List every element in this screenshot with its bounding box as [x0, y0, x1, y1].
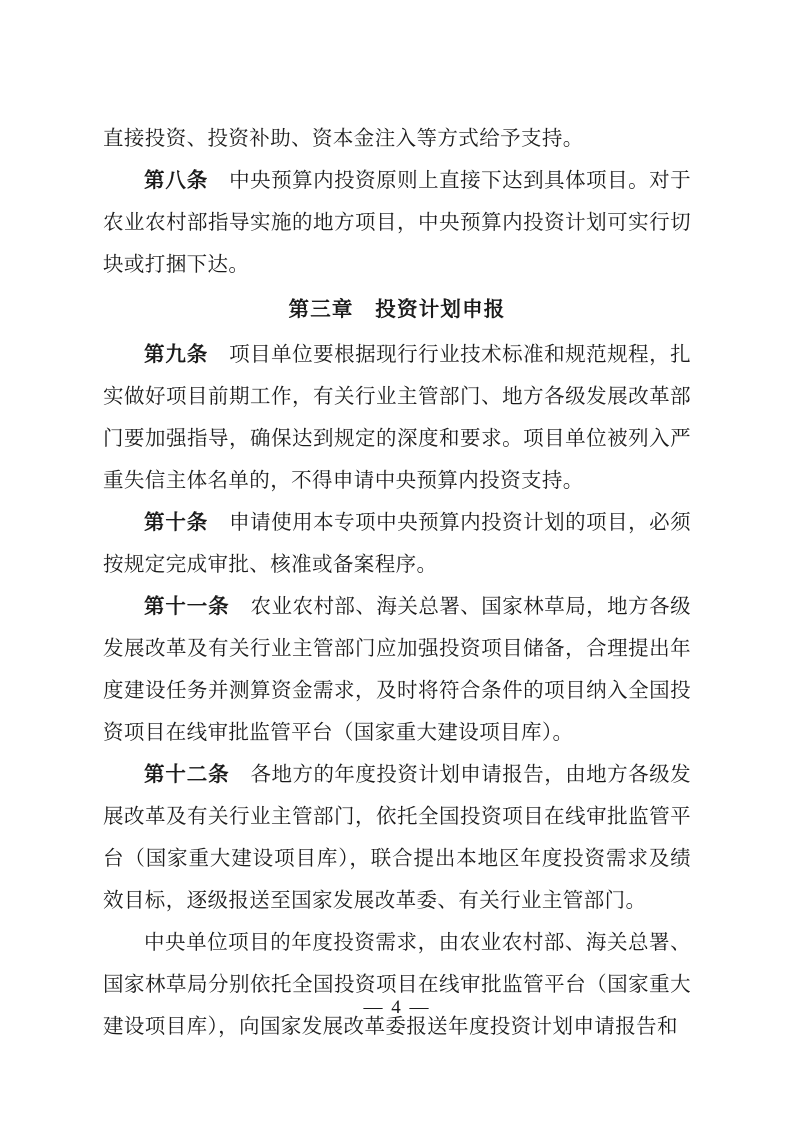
paragraph-text: 直接投资、投资补助、资本金注入等方式给予支持。 — [103, 128, 584, 150]
article-eight-paragraph — [103, 160, 691, 286]
article-number-label: 第八条 — [144, 170, 209, 192]
article-ten-paragraph — [103, 502, 691, 586]
article-number-label: 第十二条 — [144, 764, 230, 786]
paragraph-continuation-top — [103, 118, 691, 160]
page-number: — 4 — — [363, 997, 431, 1018]
paragraph-text: 申请使用本专项中央预算内投资计划的项目，必须按规定完成审批、核准或备案程序。 — [103, 512, 691, 576]
central-units-paragraph — [103, 922, 691, 1048]
paragraph-text: 中央单位项目的年度投资需求，由农业农村部、海关总署、国家林草局分别依托全国投资项目在线审批监管平台（国家重大建设项目库），向国家发展改革委报送年度投资计划申请报告和 — [103, 932, 691, 1038]
document-body — [103, 118, 691, 1048]
paragraph-text: 项目单位要根据现行行业技术标准和规范规程，扎实做好项目前期工作，有关行业主管部门、地方各级发展改革部门要加强指导，确保达到规定的深度和要求。项目单位被列入严重失信主体名单的，不得申请中央预算内投资支持。 — [103, 344, 691, 492]
article-number-label: 第十一条 — [144, 596, 230, 618]
article-number-label: 第十条 — [144, 512, 209, 534]
chapter-three-heading: 第三章 投资计划申报 — [288, 299, 506, 321]
article-number-label: 第九条 — [144, 344, 209, 366]
paragraph-text: 各地方的年度投资计划申请报告，由地方各级发展改革及有关行业主管部门，依托全国投资项目在线审批监管平台（国家重大建设项目库），联合提出本地区年度投资需求及绩效目标，逐级报送至国家发展改革委、有关行业主管部门。 — [103, 764, 691, 912]
paragraph-text: 农业农村部、海关总署、国家林草局，地方各级发展改革及有关行业主管部门应加强投资项目储备，合理提出年度建设任务并测算资金需求，及时将符合条件的项目纳入全国投资项目在线审批监管平台（国家重大建设项目库）。 — [103, 596, 691, 744]
paragraph-text: 中央预算内投资原则上直接下达到具体项目。对于农业农村部指导实施的地方项目，中央预算内投资计划可实行切块或打捆下达。 — [103, 170, 691, 276]
article-nine-paragraph — [103, 334, 691, 502]
article-eleven-paragraph — [103, 586, 691, 754]
article-twelve-paragraph — [103, 754, 691, 922]
